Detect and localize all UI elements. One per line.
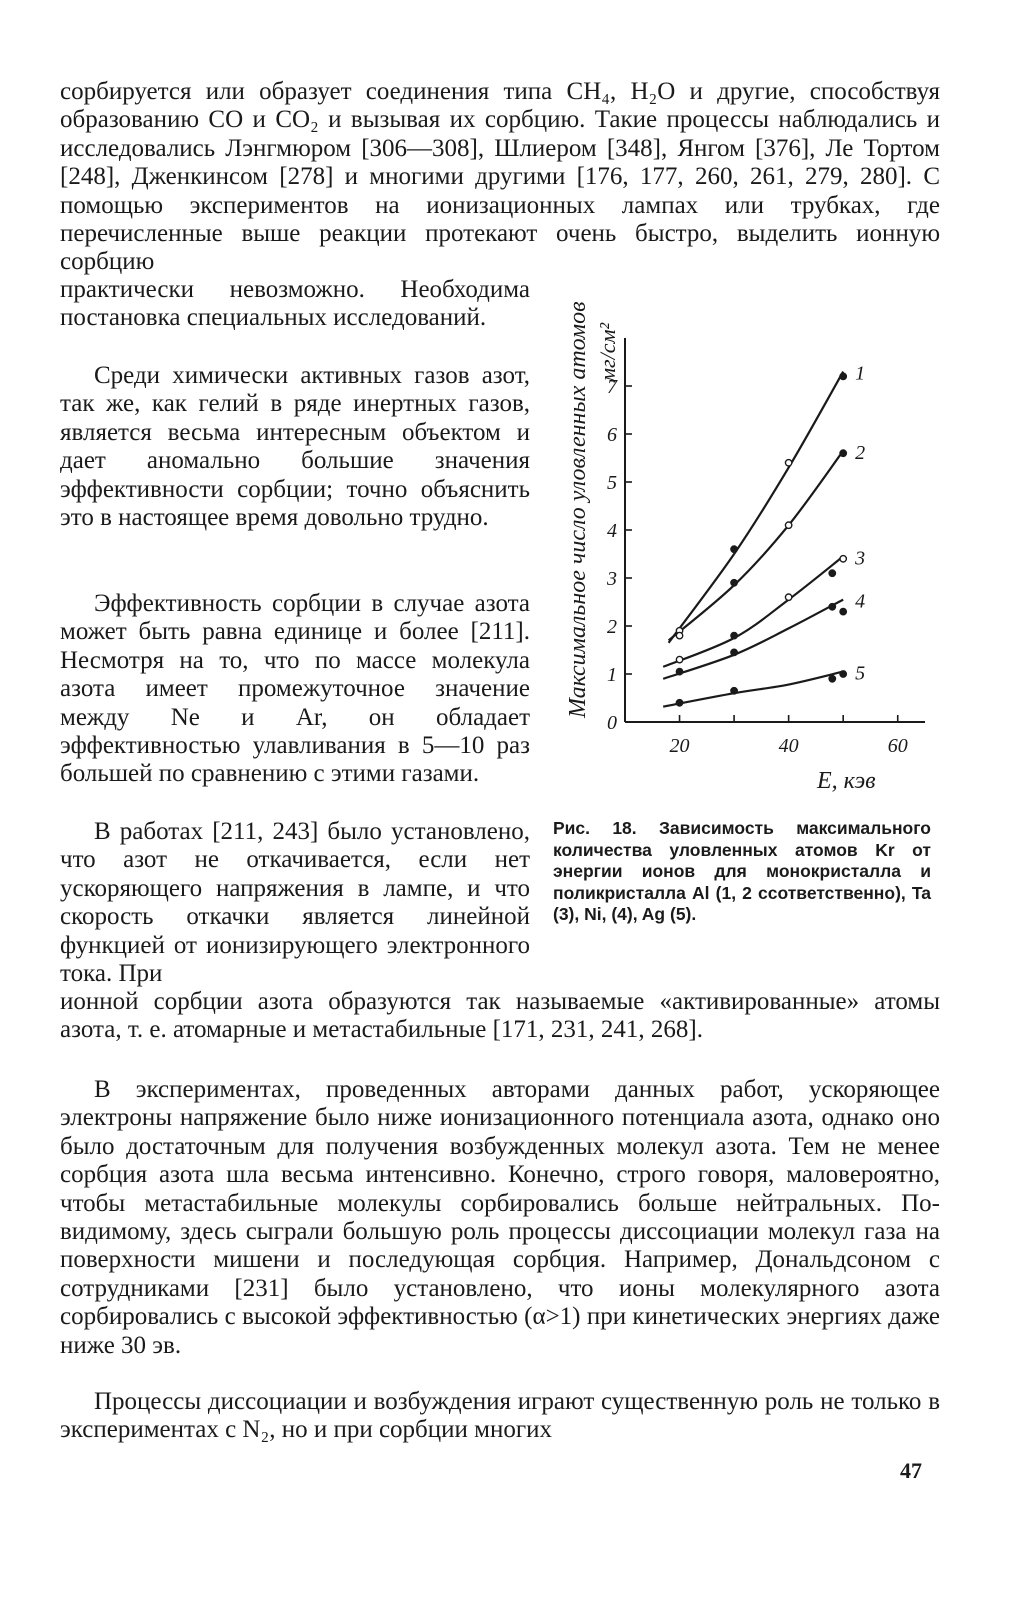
figure-18 <box>555 290 955 810</box>
chart-svg <box>555 290 955 810</box>
paragraph-1-end: практически невозможно. Необходима постановка специальных исследований. <box>60 276 530 332</box>
point-2-0 <box>676 632 682 638</box>
y-tick-label-6: 6 <box>607 424 617 446</box>
curve-1 <box>669 372 844 643</box>
series-label-2: 2 <box>855 441 866 464</box>
series-label-4: 4 <box>855 590 866 613</box>
y-tick-label-3: 3 <box>607 568 617 590</box>
paragraph-4-end: ионной сорбции азота образуются так называемые «активированные» атомы азота, т. е. атомарные и метастабильные [171, 231, 241, 268]. <box>60 988 940 1044</box>
y-tick-label-2: 2 <box>607 616 617 638</box>
y-axis-label: Максимальное число уловленных атомов <box>565 301 591 718</box>
x-tick-label-60: 60 <box>887 735 908 757</box>
curve-4 <box>663 600 843 679</box>
y-tick-label-1: 1 <box>607 664 617 686</box>
point-2-1 <box>731 580 737 586</box>
point-3-0 <box>676 656 682 662</box>
paragraph-4: В работах [211, 243] было установлено, что азот не откачивается, если нет ускоряющего напряжения в лампе, и что скорость откачки является линейной функцией от ионизирующего электронного тока. При <box>60 818 530 988</box>
paragraph-5: В экспериментах, проведенных авторами данных работ, ускоряющее электроны напряжение было ниже ионизационного потенциала азота, однако оно было достаточным для получения возбужденных молекул азота. Тем не менее сорбция азота шла весьма интенсивно. Конечно, строго говоря, маловероятно, чтобы метастабильные молекулы сорбировались больше нейтральных. По-видимому, здесь сыграли большую роль процессы диссоциации молекул газа на поверхности мишени и последующая сорбция. Например, Дональдсоном с сотрудниками [231] было установлено, что ионы молекулярного азота сорбировались с высокой эффективностью (α>1) при кинетических энергиях даже ниже 30 эв. <box>60 1076 940 1359</box>
point-5-1 <box>731 688 737 694</box>
point-2-2 <box>785 522 791 528</box>
y-axis-unit: мг/см² <box>595 322 620 382</box>
figure-caption: Рис. 18. Зависимость максимального количества уловленных атомов Kr от энергии ионов для монокристалла и поликристалла Al (1, 2 ссответственно), Ta (3), Ni, (4), Ag (5). <box>553 818 931 924</box>
chart-axes <box>606 338 925 757</box>
point-3-3 <box>829 570 835 576</box>
chart-curves <box>663 372 843 707</box>
series-label-3: 3 <box>855 547 866 570</box>
curve-5 <box>663 672 843 707</box>
paragraph-3: Эффективность сорбции в случае азота может быть равна единице и более [211]. Несмотря на то, что по массе молекула азота имеет промежуточное значение между Ne и Ar, он обладает эффективностью улавливания в 5—10 раз большей по сравнению с этими газами. <box>60 590 530 788</box>
series-label-5: 5 <box>855 662 866 685</box>
paragraph-1: сорбируется или образует соединения типа CH₄, H₂O и другие, способствуя образованию CO и CO₂ и вызывая их сорбцию. Такие процессы наблюдались и исследовались Лэнгмюром [306—308], Шлиером [348], Янгом [376], Ле Тортом [248], Дженкинсом [278] и многими другими [176, 177, 260, 261, 279, 280]. С помощью экспериментов на ионизационных лампах или трубках, где перечисленные выше реакции протекают очень быстро, выделить ионную сорбцию <box>60 78 940 276</box>
paragraph-6: Процессы диссоциации и возбуждения играют существенную роль не только в экспериментах с N₂, но и при сорбции многих <box>60 1388 940 1444</box>
point-1-1 <box>731 546 737 552</box>
y-tick-label-4: 4 <box>607 520 617 542</box>
point-5-3 <box>840 671 846 677</box>
point-1-2 <box>785 460 791 466</box>
y-tick-label-5: 5 <box>607 472 617 494</box>
point-2-3 <box>840 450 846 456</box>
point-1-3 <box>840 373 846 379</box>
point-4-3 <box>840 608 846 614</box>
point-4-0 <box>676 668 682 674</box>
point-3-4 <box>840 556 846 562</box>
y-tick-label-7: 7 <box>607 376 617 398</box>
x-axis-label: E, кэв <box>817 768 876 794</box>
point-5-0 <box>676 700 682 706</box>
point-5-2 <box>829 676 835 682</box>
x-tick-label-40: 40 <box>778 735 799 757</box>
page-number: 47 <box>900 1458 922 1483</box>
point-4-2 <box>829 604 835 610</box>
point-3-1 <box>731 649 737 655</box>
curve-3 <box>663 556 843 666</box>
paragraph-2: Среди химически активных газов азот, так же, как гелий в ряде инертных газов, является весьма интересным объектом и дает аномально большие значения эффективности сорбции; точно объяснить это в настоящее время довольно трудно. <box>60 362 530 532</box>
curve-2 <box>669 451 844 641</box>
point-4-1 <box>731 632 737 638</box>
x-tick-label-20: 20 <box>669 735 690 757</box>
series-label-1: 1 <box>855 362 866 385</box>
chart-points <box>676 363 865 706</box>
point-3-2 <box>785 594 791 600</box>
y-tick-label-0: 0 <box>607 712 617 734</box>
